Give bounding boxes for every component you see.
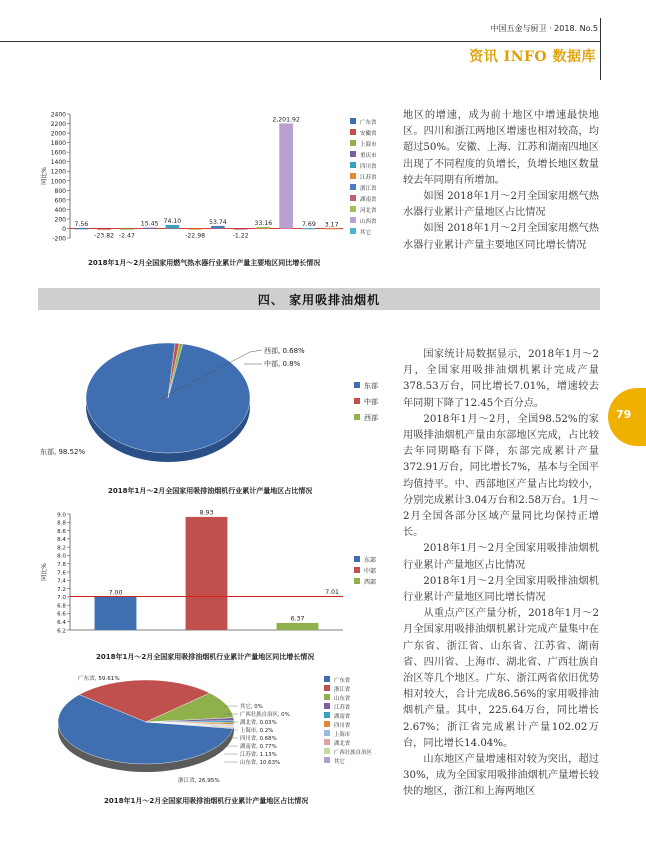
data-label: 15.45 <box>140 220 159 228</box>
legend-swatch <box>354 556 360 562</box>
data-label: 7.56 <box>74 221 89 229</box>
data-label: -23.82 <box>94 232 115 240</box>
reference-line-label: 7.01 <box>325 588 339 596</box>
legend-swatch <box>324 685 330 691</box>
right-column-text <box>403 347 599 801</box>
y-tick-label: 9.0 <box>57 512 66 519</box>
paragraph: 地区的增速，成为前十地区中增速最快地区。四川和浙江两地区增速也相对较高，均超过50%。安徽、上海、江苏和湖南四地区出现了不同程度的负增长，负增长地区数量较去年同期有所增加。 <box>403 110 599 186</box>
section-label: 资讯 INFO 数据库 <box>469 49 596 65</box>
legend-swatch <box>354 414 360 420</box>
legend-label: 广东省 <box>360 120 377 126</box>
y-tick-label: 8.2 <box>57 545 66 552</box>
y-tick-label: 600 <box>54 197 66 205</box>
y-tick-label: 7.6 <box>57 570 66 577</box>
y-tick-label: 6.4 <box>57 620 66 627</box>
y-tick-label: 800 <box>54 187 66 195</box>
y-tick-label: 1000 <box>50 178 66 186</box>
legend-swatch <box>354 382 360 388</box>
legend-swatch <box>350 195 356 201</box>
data-label: 7.00 <box>108 589 123 597</box>
section-title: 四、 家用吸排油烟机 <box>257 293 381 307</box>
data-label: 6.37 <box>290 615 305 623</box>
data-label: 8.93 <box>199 509 214 517</box>
chart-1-water-heater-growth <box>38 108 400 248</box>
bar <box>302 228 316 229</box>
legend-swatch <box>324 748 330 754</box>
y-tick-label: 400 <box>54 206 66 214</box>
slice-label: 中部, 0.8% <box>264 360 301 368</box>
page-number: 79 <box>616 408 632 421</box>
legend-label: 东部 <box>364 557 377 564</box>
y-tick-label: 6.2 <box>57 628 66 635</box>
chart-3-region-growth <box>38 508 400 642</box>
slice-label: 江苏省, 1.13% <box>240 752 277 758</box>
legend-swatch <box>324 712 330 718</box>
legend-swatch <box>350 140 356 146</box>
legend-swatch <box>324 694 330 700</box>
slice-label: 湖北省, 0.03% <box>240 720 277 726</box>
legend-label: 东部 <box>364 382 378 390</box>
data-label: -22.98 <box>185 232 206 240</box>
legend-swatch <box>350 217 356 223</box>
paragraph: 如图 2018年1月～2月全国家用燃气热水器行业累计产量主要地区同比增长情况 <box>403 223 599 251</box>
legend-label: 中部 <box>364 398 378 406</box>
bar <box>186 517 228 630</box>
legend-label: 广西壮族自治区 <box>334 750 372 756</box>
header-rule <box>0 41 600 42</box>
legend-label: 江苏省 <box>334 705 351 711</box>
top-right-text <box>403 108 599 254</box>
slice-label: 四川省, 0.68% <box>240 736 277 742</box>
legend-label: 浙江省 <box>360 186 377 192</box>
y-tick-label: 1200 <box>50 168 66 176</box>
legend-label: 中部 <box>364 568 377 575</box>
legend-swatch <box>354 567 360 573</box>
legend-label: 安徽省 <box>360 131 377 137</box>
y-tick-label: 1600 <box>50 149 66 157</box>
legend-swatch <box>354 578 360 584</box>
y-tick-label: 8.0 <box>57 553 66 560</box>
legend-label: 其它 <box>360 230 372 236</box>
legend-label: 江苏省 <box>360 175 377 181</box>
data-label: -1.22 <box>232 232 249 240</box>
legend-swatch <box>350 173 356 179</box>
legend-label: 山东省 <box>334 696 351 702</box>
y-tick-label: 8.4 <box>57 537 66 544</box>
issue-label: 中国五金与厨卫 · 2018. No.5 <box>490 24 598 33</box>
y-tick-label: 7.8 <box>57 562 66 569</box>
paragraph: 2018年1月～2月全国家用吸排油烟机行业累计产量地区同比增长情况 <box>403 575 599 604</box>
legend-label: 河北省 <box>360 208 377 214</box>
legend-swatch <box>324 730 330 736</box>
legend-label: 湖南省 <box>334 714 351 720</box>
bar <box>234 228 248 229</box>
paragraph: 如图 2018年1月～2月全国家用燃气热水器行业累计产量地区占比情况 <box>403 191 599 219</box>
bar <box>279 123 293 228</box>
data-label: 33.16 <box>254 219 273 227</box>
y-tick-label: 1800 <box>50 140 66 148</box>
legend-swatch <box>350 129 356 135</box>
bar <box>325 228 339 229</box>
y-tick-label: 2000 <box>50 130 66 138</box>
legend-label: 浙江省 <box>334 687 351 693</box>
y-tick-label: 6.8 <box>57 603 66 610</box>
y-axis-label: 同比% <box>41 167 48 185</box>
slice-label: 湖南省, 0.77% <box>240 744 277 750</box>
y-tick-label: 1400 <box>50 159 66 167</box>
bar <box>188 228 202 229</box>
y-tick-label: 7.2 <box>57 586 66 593</box>
y-tick-label: 200 <box>54 216 66 224</box>
slice-label: 山东省, 10.63% <box>240 760 281 766</box>
legend-label: 四川省 <box>360 164 377 170</box>
legend-label: 四川省 <box>334 723 351 729</box>
data-label: 7.69 <box>301 221 316 229</box>
y-tick-label: 8.6 <box>57 528 66 535</box>
legend-label: 其它 <box>334 759 345 765</box>
legend-swatch <box>354 398 360 404</box>
y-tick-label: 0 <box>62 225 66 233</box>
legend-swatch <box>350 118 356 124</box>
chart-1-caption: 2018年1月～2月全国家用燃气热水器行业累计产量主要地区同比增长情况 <box>88 259 321 267</box>
y-tick-label: -200 <box>52 235 66 243</box>
slice-label: 其它, 0% <box>240 704 263 710</box>
legend-label: 山西省 <box>360 219 377 225</box>
y-tick-label: 8.8 <box>57 520 66 527</box>
paragraph: 2018年1月～2月，全国98.52%的家用吸排油烟机产量由东部地区完成，占比较去年同期略有下降，东部完成累计产量372.91万台，同比增长7%，基本与全国平均值持平。中、西部地区产量占比均较小，分别完成累计3.04万台和2.58万台。1月～2月全国各部分区域产量同比均保持正增长。 <box>403 413 599 539</box>
paragraph: 国家统计局数据显示，2018年1月～2月，全国家用吸排油烟机累计完成产量378.53万台，同比增长7.01%，增速较去年同期下降了12.45个百分点。 <box>403 349 599 409</box>
bar <box>95 597 137 630</box>
legend-swatch <box>324 676 330 682</box>
slice-label: 上海市, 0.2% <box>240 728 274 734</box>
bar <box>277 623 319 630</box>
bar <box>75 228 89 229</box>
header-vertical-rule <box>600 18 601 80</box>
y-tick-label: 2200 <box>50 121 66 129</box>
bar <box>143 228 157 229</box>
slice-label: 东部, 98.52% <box>40 448 86 456</box>
legend-swatch <box>350 184 356 190</box>
legend-label: 重庆市 <box>360 153 377 159</box>
chart-2-caption: 2018年1月～2月全国家用吸排油烟机行业累计产量地区占比情况 <box>108 487 313 495</box>
y-axis-label: 同比% <box>41 563 48 581</box>
legend-swatch <box>324 757 330 763</box>
legend-label: 广东省 <box>334 678 351 684</box>
data-label: 74.10 <box>163 217 182 225</box>
legend-swatch <box>324 703 330 709</box>
y-tick-label: 7.0 <box>57 595 66 602</box>
legend-swatch <box>324 721 330 727</box>
y-tick-label: 2400 <box>50 111 66 119</box>
paragraph: 从重点产区产量分析，2018年1月～2月全国家用吸排油烟机累计完成产量集中在广东省、浙江省、山东省、江苏省、湖南省、四川省、上海市、湖北省、广西壮族自治区等几个地区。广东、浙江两省依旧优势相对较大，合计完成86.56%的家用吸排油烟机产量。其中，225.64万台，同比增长2.67%；浙江省完成累计产量102.02万台，同比增长14.04%。 <box>403 608 599 749</box>
slice-label: 广东省, 59.61% <box>78 676 120 682</box>
bar <box>211 226 225 229</box>
legend-label: 上海市 <box>360 142 377 148</box>
data-label: 3.17 <box>324 221 339 229</box>
data-label: 2,201.92 <box>272 116 300 124</box>
chart-2-region-share-pie <box>38 336 398 476</box>
paragraph: 山东地区产量增速相对较为突出，超过30%，成为全国家用吸排油烟机产量增长较快的地区，浙江和上海两地区 <box>403 754 599 798</box>
legend-label: 上海市 <box>334 732 351 738</box>
legend-swatch <box>350 206 356 212</box>
leader-line <box>250 350 262 352</box>
slice-label: 广西壮族自治区, 0% <box>240 712 290 718</box>
legend-swatch <box>324 739 330 745</box>
legend-swatch <box>350 151 356 157</box>
slice-label: 浙江省, 26.95% <box>178 778 220 784</box>
data-label: 53.74 <box>209 218 227 226</box>
y-tick-label: 6.6 <box>57 611 66 618</box>
bar <box>257 227 271 229</box>
legend-label: 湖北省 <box>334 741 351 747</box>
chart-3-caption: 2018年1月～2月全国家用吸排油烟机行业累计产量地区同比增长情况 <box>96 653 315 661</box>
legend-label: 西部 <box>364 414 378 422</box>
bar <box>120 228 134 229</box>
data-label: -2.47 <box>118 232 135 240</box>
section-band <box>38 288 600 310</box>
legend-swatch <box>350 162 356 168</box>
legend-label: 西部 <box>364 579 377 586</box>
y-tick-label: 7.4 <box>57 578 66 585</box>
legend-label: 湖南省 <box>360 197 377 203</box>
slice-label: 西部, 0.68% <box>264 347 305 355</box>
chart-4-province-share-pie <box>38 670 400 790</box>
chart-4-caption: 2018年1月～2月全国家用吸排油烟机行业累计产量地区占比情况 <box>104 797 309 805</box>
paragraph: 2018年1月～2月全国家用吸排油烟机行业累计产量地区占比情况 <box>403 543 599 571</box>
bar <box>166 225 180 229</box>
bar <box>97 228 111 229</box>
legend-swatch <box>350 228 356 234</box>
